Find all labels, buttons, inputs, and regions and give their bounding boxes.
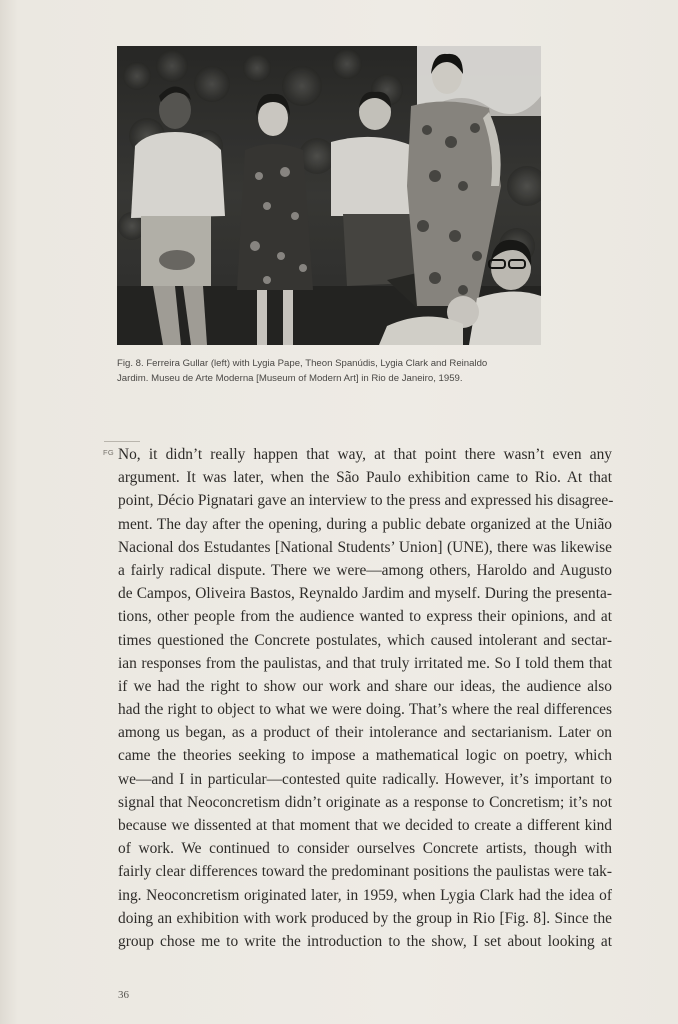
text-line: among us began, as a product of their intolerance and sectarianism. Later on	[118, 724, 612, 742]
text-line: signal that Neoconcretism didn’t originate as a response to Concretism; it’s not	[118, 793, 612, 811]
text-line: tions, other people from the audience wanted to express their opinions, and at	[118, 608, 612, 626]
text-line: group chose me to write the introduction to the show, I set about looking at	[118, 932, 612, 950]
text-line: ment. The day after the opening, during a public debate organized at the União	[118, 515, 612, 533]
text-line: ian responses from the paulistas, and that truly irritated me. So I told them that	[118, 654, 612, 672]
text-line: doing an exhibition with work produced by the group in Rio [Fig. 8]. Since the	[118, 909, 612, 927]
text-line: No, it didn’t really happen that way, at that point there wasn’t even any	[118, 446, 612, 463]
text-line: Nacional dos Estudantes [National Students’ Union] (UNE), there was likewise	[118, 538, 612, 556]
text-line: a fairly radical dispute. There we were—among others, Haroldo and Augusto	[118, 561, 612, 579]
text-line: de Campos, Oliveira Bastos, Reynaldo Jardim and myself. During the presenta-	[118, 585, 612, 603]
text-line: had the right to object to what we were doing. That’s where the real differences	[118, 701, 612, 719]
figure-caption	[117, 356, 547, 386]
figure-photo	[117, 46, 541, 345]
text-line: times questioned the Concrete postulates, which caused intolerant and sectar-	[118, 631, 612, 649]
speaker-tag: FG	[103, 448, 115, 457]
text-line: argument. It was later, when the São Paulo exhibition came to Rio. At that	[118, 469, 612, 487]
text-line: point, Décio Pignatari gave an interview to the press and expressed his disagree-	[118, 492, 614, 510]
text-line: fairly clear differences toward the predominant positions the paulistas were tak-	[118, 863, 612, 881]
text-line: we—and I in particular—contested quite radically. However, it’s important to	[118, 770, 612, 788]
text-line: because we dissented at that moment that we decided to create a different kind	[118, 817, 612, 834]
caption-line: Fig. 8. Ferreira Gullar (left) with Lygia Pape, Theon Spanúdis, Lygia Clark and Reinaldo	[117, 358, 488, 369]
text-line: if we had the right to show our work and share our ideas, the audience also	[118, 677, 612, 695]
section-rule	[104, 441, 140, 442]
group-photo-image	[117, 46, 541, 345]
text-line: of work. We continued to consider ourselves Concrete artists, though with	[118, 840, 612, 858]
body-text	[118, 443, 612, 953]
text-line: came the theories seeking to impose a mathematical logic on poetry, which	[118, 747, 612, 765]
page-number: 36	[118, 989, 129, 1001]
text-line: ing. Neoconcretism originated later, in 1959, when Lygia Clark had the idea of	[118, 886, 612, 904]
caption-line: Jardim. Museu de Arte Moderna [Museum of Modern Art] in Rio de Janeiro, 1959.	[117, 373, 463, 384]
